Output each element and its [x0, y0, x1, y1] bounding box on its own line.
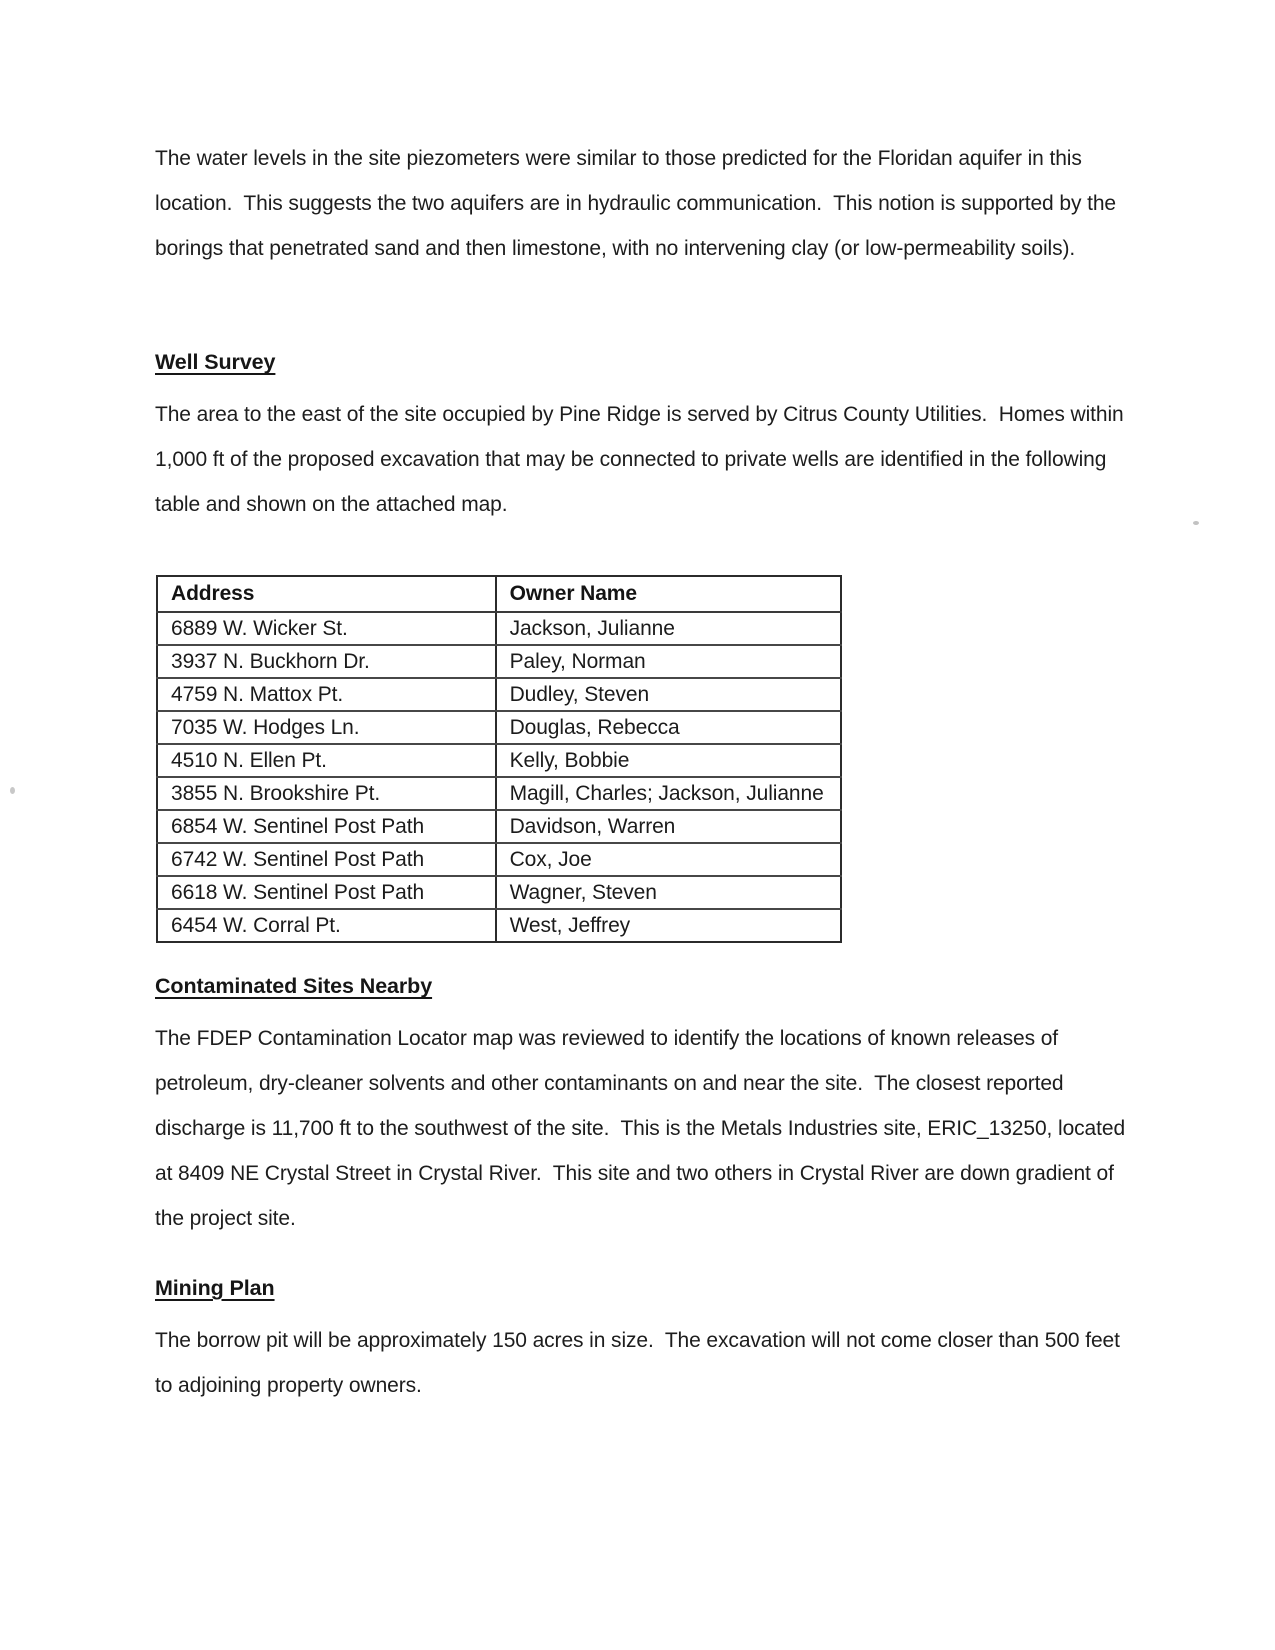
owner-cell: Cox, Joe	[496, 843, 841, 876]
address-cell: 4510 N. Ellen Pt.	[157, 744, 496, 777]
owner-cell: Wagner, Steven	[496, 876, 841, 909]
owner-cell: Dudley, Steven	[496, 678, 841, 711]
owner-cell: Kelly, Bobbie	[496, 744, 841, 777]
table-row	[157, 678, 841, 711]
address-cell: 6889 W. Wicker St.	[157, 612, 496, 645]
table-row	[157, 645, 841, 678]
contaminated-sites-heading: Contaminated Sites Nearby	[155, 974, 433, 998]
well-survey-paragraph: The area to the east of the site occupied by Pine Ridge is served by Citrus County Utilities. Homes within 1,000 ft of the proposed excavation that may be connected to private wells are identified in the following table and shown on the attached map.	[155, 403, 1130, 516]
address-cell: 7035 W. Hodges Ln.	[157, 711, 496, 744]
address-cell: 6454 W. Corral Pt.	[157, 909, 496, 942]
wells-table	[156, 575, 842, 943]
owner-column-header: Owner Name	[496, 576, 841, 612]
owner-cell: Davidson, Warren	[496, 810, 841, 843]
scan-artifact-speck	[1193, 521, 1199, 525]
table-row	[157, 777, 841, 810]
address-cell: 3937 N. Buckhorn Dr.	[157, 645, 496, 678]
owner-cell: West, Jeffrey	[496, 909, 841, 942]
well-survey-heading: Well Survey	[155, 350, 276, 374]
table-header-row	[157, 576, 841, 612]
scan-artifact-speck	[10, 787, 15, 794]
table-row	[157, 843, 841, 876]
owner-cell: Paley, Norman	[496, 645, 841, 678]
mining-plan-paragraph: The borrow pit will be approximately 150 acres in size. The excavation will not come closer than 500 feet to adjoining property owners.	[155, 1329, 1126, 1397]
table-row	[157, 909, 841, 942]
owner-cell: Douglas, Rebecca	[496, 711, 841, 744]
address-cell: 6618 W. Sentinel Post Path	[157, 876, 496, 909]
address-cell: 6742 W. Sentinel Post Path	[157, 843, 496, 876]
owner-cell: Magill, Charles; Jackson, Julianne	[496, 777, 841, 810]
intro-paragraph: The water levels in the site piezometers were similar to those predicted for the Floridan aquifer in this location. This suggests the two aquifers are in hydraulic communication. This notion is supported by the borings that penetrated sand and then limestone, with no intervening clay (or low-permeability soils).	[155, 147, 1122, 260]
table-row	[157, 810, 841, 843]
table-row	[157, 612, 841, 645]
table-row	[157, 876, 841, 909]
owner-cell: Jackson, Julianne	[496, 612, 841, 645]
table-row	[157, 711, 841, 744]
mining-plan-heading: Mining Plan	[155, 1276, 275, 1300]
address-cell: 3855 N. Brookshire Pt.	[157, 777, 496, 810]
table-row	[157, 744, 841, 777]
address-cell: 4759 N. Mattox Pt.	[157, 678, 496, 711]
address-cell: 6854 W. Sentinel Post Path	[157, 810, 496, 843]
contaminated-sites-paragraph: The FDEP Contamination Locator map was reviewed to identify the locations of known releases of petroleum, dry-cleaner solvents and other contaminants on and near the site. The closest reported discharge is 11,700 ft to the southwest of the site. This is the Metals Industries site, ERIC_13250, located at 8409 NE Crystal Street in Crystal River. This site and two others in Crystal River are down gradient of the project site.	[155, 1027, 1131, 1230]
address-column-header: Address	[157, 576, 496, 612]
